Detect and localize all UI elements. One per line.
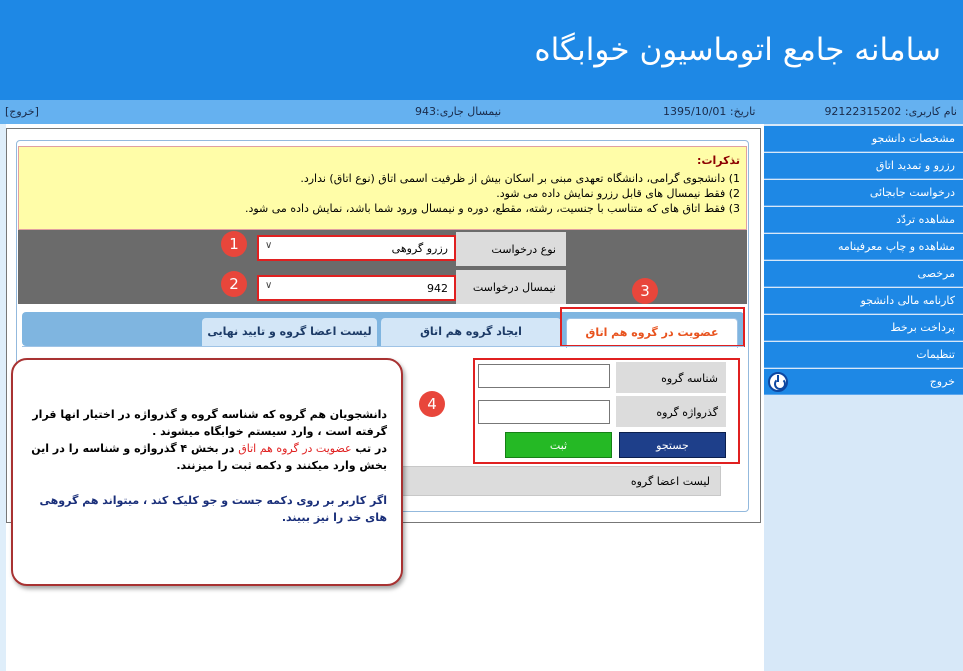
sidebar-item-financial-record[interactable]: کارنامه مالی دانشجو: [764, 288, 963, 314]
app-title: سامانه جامع اتوماسیون خوابگاه: [534, 32, 941, 68]
callout-text: در تب: [351, 442, 387, 455]
chevron-down-icon: ∨: [265, 280, 273, 291]
callout-paragraph: دانشجویان هم گروه که شناسه گروه و گذرواژه در اختیار انها قرار گرفته است ، وارد سیستم خوابگاه میشوند .: [32, 408, 387, 438]
annotation-highlight-tab: [560, 307, 745, 347]
notice-line: 2) فقط نیمسال های قابل رزرو نمایش داده می شود.: [496, 187, 740, 200]
annotation-badge-1: 1: [221, 231, 247, 257]
annotation-badge-3: 3: [632, 278, 658, 304]
sidebar-item-introduction-letter[interactable]: مشاهده و چاپ معرفینامه: [764, 234, 963, 260]
request-type-label: نوع درخواست: [456, 232, 566, 266]
sidebar-item-reserve-room[interactable]: رزرو و تمدید اتاق: [764, 153, 963, 179]
submit-button[interactable]: ثبت: [505, 432, 612, 458]
tab-content-divider: [22, 346, 744, 347]
request-type-value: رزرو گروهی: [391, 242, 448, 255]
power-icon: [768, 372, 788, 392]
callout-paragraph: [27, 440, 387, 474]
annotation-badge-2: 2: [221, 271, 247, 297]
notice-line: 3) فقط اتاق های که متناسب با جنسیت، رشته، مقطع، دوره و نیمسال ورود شما باشد، نمایش داده می شود.: [244, 202, 740, 215]
callout-highlight: عضویت در گروه هم اتاق: [238, 442, 352, 455]
group-members-list[interactable]: لیست اعضا گروه: [390, 466, 721, 496]
sidebar-item-student-info[interactable]: مشخصات دانشجو: [764, 126, 963, 152]
search-button[interactable]: جستجو: [619, 432, 726, 458]
notice-title: تذکرات:: [697, 154, 740, 167]
annotation-callout: [11, 358, 403, 586]
request-term-label: نیمسال درخواست: [456, 270, 566, 304]
group-id-input[interactable]: [478, 364, 610, 388]
logout-link[interactable]: [خروج]: [5, 105, 39, 118]
request-term-value: 942: [427, 282, 448, 295]
callout-text: در بخش ۴ گذرواژه و شناسه را در این بخش وارد میکنند و دکمه ثبت را میزنند.: [31, 442, 387, 472]
tab-group-membership[interactable]: عضویت در گروه هم اتاق: [566, 318, 738, 348]
sidebar-item-transfer-request[interactable]: درخواست جابجائی: [764, 180, 963, 206]
username-text: نام کاربری: 92122315202: [824, 105, 957, 118]
sidebar-item-settings[interactable]: تنظیمات: [764, 342, 963, 368]
group-id-label: شناسه گروه: [616, 362, 726, 394]
request-type-select[interactable]: [257, 235, 456, 261]
sidebar: [764, 124, 963, 671]
chevron-down-icon: ∨: [265, 240, 273, 251]
date-text: تاریخ: 1395/10/01: [663, 105, 756, 118]
tab-create-group[interactable]: ایجاد گروه هم اتاق: [381, 318, 561, 346]
sidebar-item-leave[interactable]: مرخصی: [764, 261, 963, 287]
sidebar-item-view-traffic[interactable]: مشاهده تردّد: [764, 207, 963, 233]
notice-box: [18, 146, 747, 230]
notice-line: 1) دانشجوی گرامی، دانشگاه تعهدی مبنی بر اسکان بیش از ظرفیت اسمی اتاق (نوع اتاق) ندارد.: [300, 172, 740, 185]
sidebar-item-exit-label: خروج: [929, 375, 955, 388]
sidebar-item-online-payment[interactable]: پرداخت برخط: [764, 315, 963, 341]
info-bar: [0, 100, 963, 124]
group-password-label: گذرواژه گروه: [616, 396, 726, 428]
sidebar-item-exit[interactable]: [764, 369, 963, 395]
tab-members-list[interactable]: لیست اعضا گروه و تایید نهایی: [202, 318, 377, 346]
annotation-badge-4: 4: [419, 391, 445, 417]
callout-paragraph: اگر کاربر بر روی دکمه جست و جو کلیک کند ، میتواند هم گروهی های خد را نیز ببیند.: [39, 494, 387, 524]
current-term-text: نیمسال جاری:943: [415, 105, 502, 118]
request-term-select[interactable]: [257, 275, 456, 301]
group-password-input[interactable]: [478, 400, 610, 424]
